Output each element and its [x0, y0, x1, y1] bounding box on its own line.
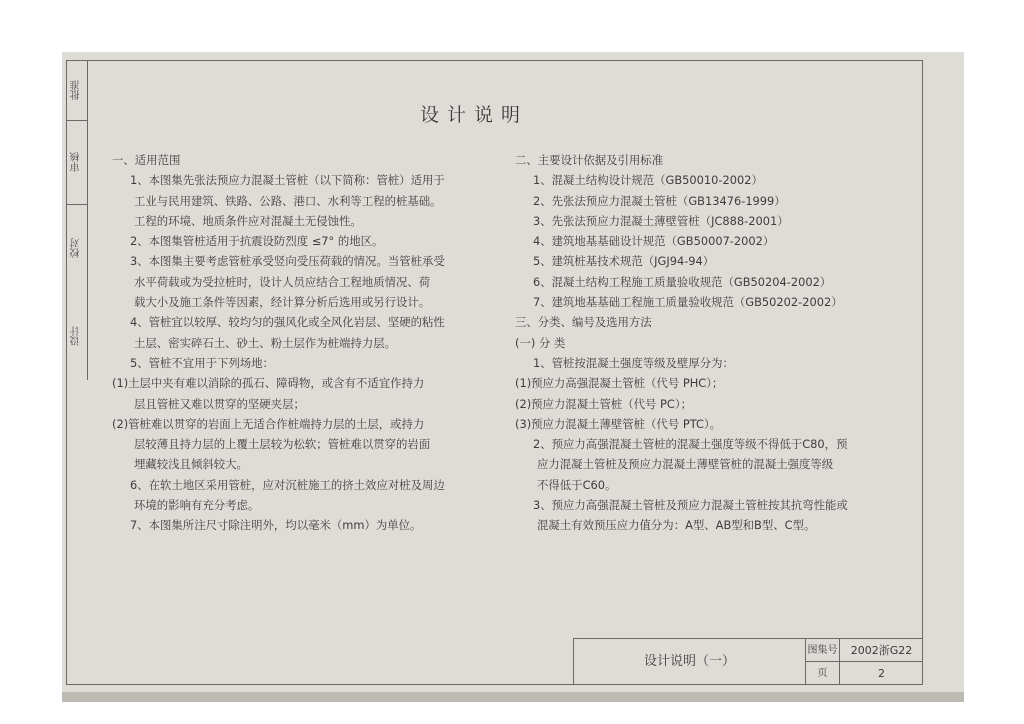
text-line: 5、管桩不宜用于下列场地： [130, 355, 274, 370]
text-line: 二、主要设计依据及引用标准 [515, 153, 664, 167]
text-line: 三、分类、编号及选用方法 [515, 315, 652, 330]
text-line: 3、先张法预应力混凝土薄壁管桩（JC888-2001） [533, 213, 789, 228]
text-line: 应力混凝土管桩及预应力混凝土薄壁管桩的混凝土强度等级 [537, 457, 834, 472]
text-line: 水平荷载或为受拉桩时，设计人员应结合工程地质情况、荷 [134, 274, 431, 289]
text-line: 4、建筑地基基础设计规范（GB50007-2002） [533, 234, 775, 249]
text-line: 混凝土有效预压应力值分为：A型、AB型和B型、C型。 [537, 518, 816, 533]
text-line: 一、适用范围 [112, 153, 181, 167]
text-line: (1)预应力高强混凝土管桩（代号 PHC）； [515, 376, 724, 391]
side-label-approve: 批准 [66, 60, 87, 120]
text-line: 工业与民用建筑、铁路、公路、港口、水利等工程的桩基础。 [134, 193, 442, 208]
text-line: 6、在软土地区采用管桩，应对沉桩施工的挤土效应对桩及周边 [130, 477, 445, 492]
text-line: 不得低于C60。 [537, 477, 617, 492]
text-line: 3、本图集主要考虑管桩承受竖向受压荷载的情况。当管桩承受 [130, 254, 445, 269]
text-line: (3)预应力混凝土薄壁管桩（代号 PTC）。 [515, 416, 722, 431]
text-line: 1、混凝土结构设计规范（GB50010-2002） [533, 173, 763, 188]
atlas-number: 2002浙G22 [840, 639, 923, 662]
text-line: 土层、密实碎石土、砂土、粉土层作为桩端持力层。 [134, 335, 396, 350]
text-line: 1、管桩按混凝土强度等级及壁厚分为： [533, 355, 734, 370]
text-line: 工程的环境、地质条件应对混凝土无侵蚀性。 [134, 213, 362, 228]
side-label-check: 校对 [66, 204, 87, 292]
left-column [112, 150, 445, 536]
text-line: 2、本图集管桩适用于抗震设防烈度 ≤7° 的地区。 [130, 234, 384, 249]
text-line: (1)土层中夹有难以消除的孤石、障碍物，或含有不适宜作持力 [112, 376, 425, 391]
atlas-number-label: 图集号 [806, 639, 840, 662]
page-number: 2 [878, 667, 885, 680]
text-line: (2)管桩难以贯穿的岩面上无适合作桩端持力层的土层，或持力 [112, 416, 425, 431]
text-line: 5、建筑桩基技术规范（JGJ94-94） [533, 254, 715, 269]
text-line: 层较薄且持力层的上覆土层较为松软；管桩难以贯穿的岩面 [134, 437, 431, 452]
title-block [573, 638, 923, 685]
text-line: 7、本图集所注尺寸除注明外，均以毫米（mm）为单位。 [130, 518, 422, 533]
text-line: 6、混凝土结构工程施工质量验收规范（GB50204-2002） [533, 274, 832, 289]
page-label: 页 [806, 662, 840, 685]
side-label-design: 设计 [71, 326, 82, 346]
page-title: 设计说明 [420, 104, 529, 126]
text-line: (2)预应力混凝土管桩（代号 PC）； [515, 396, 692, 411]
side-label-review: 审核 [66, 120, 87, 204]
text-line: 环境的影响有充分考虑。 [134, 498, 260, 513]
text-line: 层且管桩又难以贯穿的坚硬夹层； [134, 396, 305, 411]
text-line: 2、预应力高强混凝土管桩的混凝土强度等级不得低于C80，预 [533, 437, 848, 452]
text-line: 载大小及施工条件等因素，经计算分析后选用或另行设计。 [134, 295, 431, 310]
text-line: (一) 分 类 [515, 335, 566, 350]
text-line: 4、管桩宜以较厚、较均匀的强风化或全风化岩层、坚硬的粘性 [130, 315, 445, 330]
text-line: 埋藏较浅且倾斜较大。 [134, 457, 248, 472]
text-line: 7、建筑地基基础工程施工质量验收规范（GB50202-2002） [533, 295, 843, 310]
signature-strip [66, 60, 88, 380]
text-line: 1、本图集先张法预应力混凝土管桩（以下简称：管桩）适用于 [130, 173, 445, 188]
sheet-name: 设计说明（一） [574, 639, 806, 685]
paper-shadow [62, 692, 964, 702]
text-line: 2、先张法预应力混凝土管桩（GB13476-1999） [533, 193, 786, 208]
text-line: 3、预应力高强混凝土管桩及预应力混凝土管桩按其抗弯性能或 [533, 498, 848, 513]
right-column [515, 150, 848, 536]
